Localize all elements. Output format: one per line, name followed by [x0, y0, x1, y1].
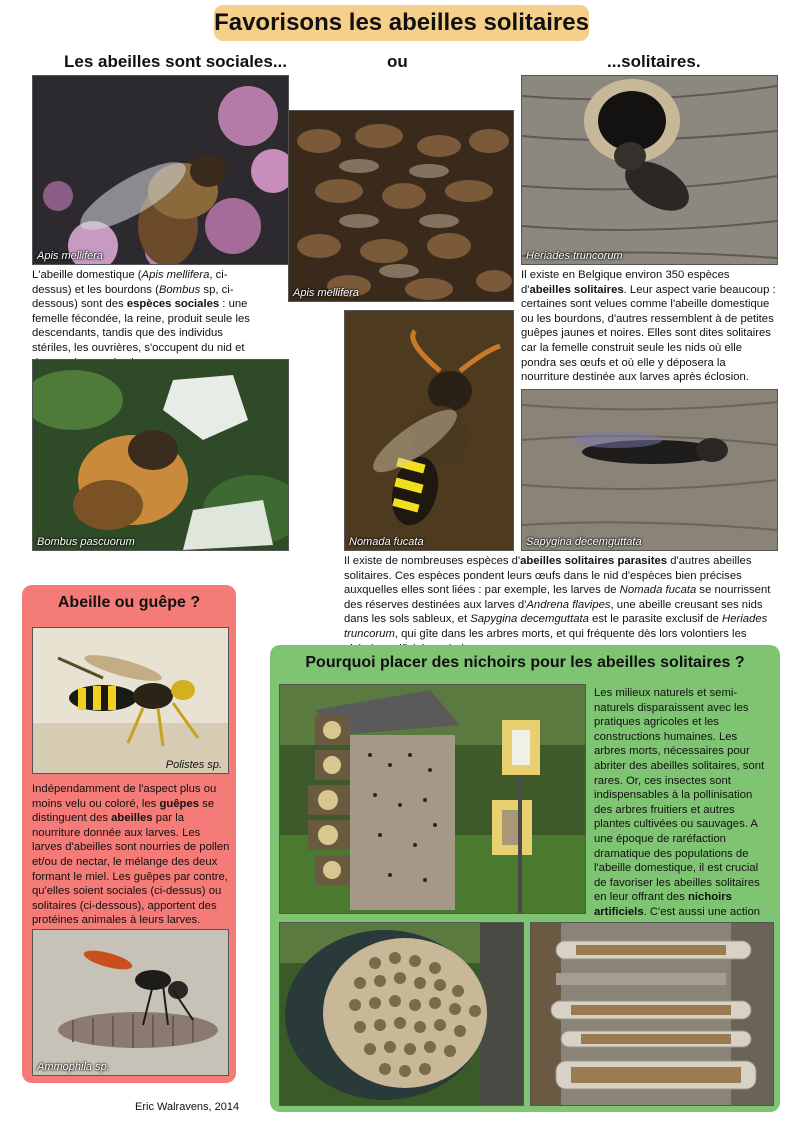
caption-bombus: Bombus pascuorum: [37, 536, 135, 548]
photo-nest-box: [279, 684, 586, 914]
caption-ammophila: Ammophila sp.: [37, 1061, 110, 1073]
photo-glass-tubes: [530, 922, 774, 1106]
photo-bombus: [32, 359, 289, 551]
caption-polistes: Polistes sp.: [165, 759, 222, 771]
text-parasite: Il existe de nombreuses espèces d'abeilles solitaires parasites d'autres abeilles solitaires. Ces espèces pondent leurs œufs dans le nid d'espèces bien précises auxquelles elles sont liées : par exemple, les larves de Nomada fucata se nourrissent des réserves destinées aux larves d'Andrena flavipes, une abeille creusant ses nids dans les sols sableux, et Sapygina decemguttata est le parasite exclusif de Heriades truncorum, qui gîte dans les arbres morts, et qui fréquente dès lors volontiers les: [344, 555, 771, 640]
text-solitary: Il existe en Belgique environ 350 espèces d'abeilles solitaires. Leur aspect varie beaucoup : certaines sont velues comme l'abeille domestique ou les bourdons, d'autres ressemblent à de petites guêpes jaunes et noires. Elles sont dites solitaires car la femelle construit seule les nids où elle pondra ses œufs et où elle y déposera la nourriture destinée aux larves après éclosion.: [521, 269, 776, 384]
text-nests: Les milieux naturels et semi-naturels disparaissent avec les pratiques agricoles et les constructions humaines. Les arbres morts, nécessaires pour abriter des abeilles solitaires, sont rares. Or, ces insectes sont indispensables à la pollinisation des arbres fruitiers et autres plantes cultivées ou sauvages. A une époque de raréfaction dramatique des populations de l'abeille domestique, il est crucial de favoriser les abeilles solitaires en leur offrant des nichoirs artificiels. C'est aussi une action: [594, 687, 765, 918]
photo-ammophila: [32, 929, 229, 1076]
heading-social: Les abeilles sont sociales...: [64, 52, 287, 71]
text-social: L'abeille domestique (Apis mellifera, ci-dessus) et les bourdons (Bombus sp, ci-dessous) sont des espèces sociales : une femelle fécondée, la reine, produit seule les descendants, tandis que des individus stériles, les ouvrières, s'occupent du nid et: [32, 269, 250, 354]
caption-heriades: Heriades truncorum: [526, 250, 623, 262]
photo-tube-nest: [279, 922, 524, 1106]
caption-sapyga: Sapygina decemguttata: [526, 536, 642, 548]
photo-apis-cluster: [288, 110, 514, 302]
text-wasp: Indépendamment de l'aspect plus ou moins velu ou coloré, les guêpes se distinguent des abeilles par la nourriture donnée aux larves. Les larves d'abeilles sont nourries de pollen et/ou de nectar, le mélange des deux formant le miel. Les guêpes par contre, qu'elles soient sociales (ci-dessus) ou solitaires (ci-dessous), apportent des protéines animales à leurs larves.: [32, 783, 230, 927]
photo-nomada: [344, 310, 514, 551]
caption-apis-1: Apis mellifera: [37, 250, 104, 262]
panel-nests-title: Pourquoi placer des nichoirs pour les abeilles solitaires ?: [305, 654, 745, 671]
page-title: Favorisons les abeilles solitaires: [214, 9, 589, 36]
heading-or: ou: [387, 52, 408, 71]
panel-bee-or-wasp-title: Abeille ou guêpe ?: [57, 594, 201, 611]
caption-nomada: Nomada fucata: [349, 536, 424, 548]
photo-polistes: [32, 627, 229, 774]
heading-solitary: ...solitaires.: [607, 52, 701, 71]
photo-apis-flower: [32, 75, 289, 265]
photo-sapyga: [521, 389, 778, 551]
caption-apis-2: Apis mellifera: [293, 287, 360, 299]
author-credit: Eric Walravens, 2014: [135, 1101, 240, 1113]
page-title-box: [214, 5, 589, 41]
photo-heriades: [521, 75, 778, 265]
